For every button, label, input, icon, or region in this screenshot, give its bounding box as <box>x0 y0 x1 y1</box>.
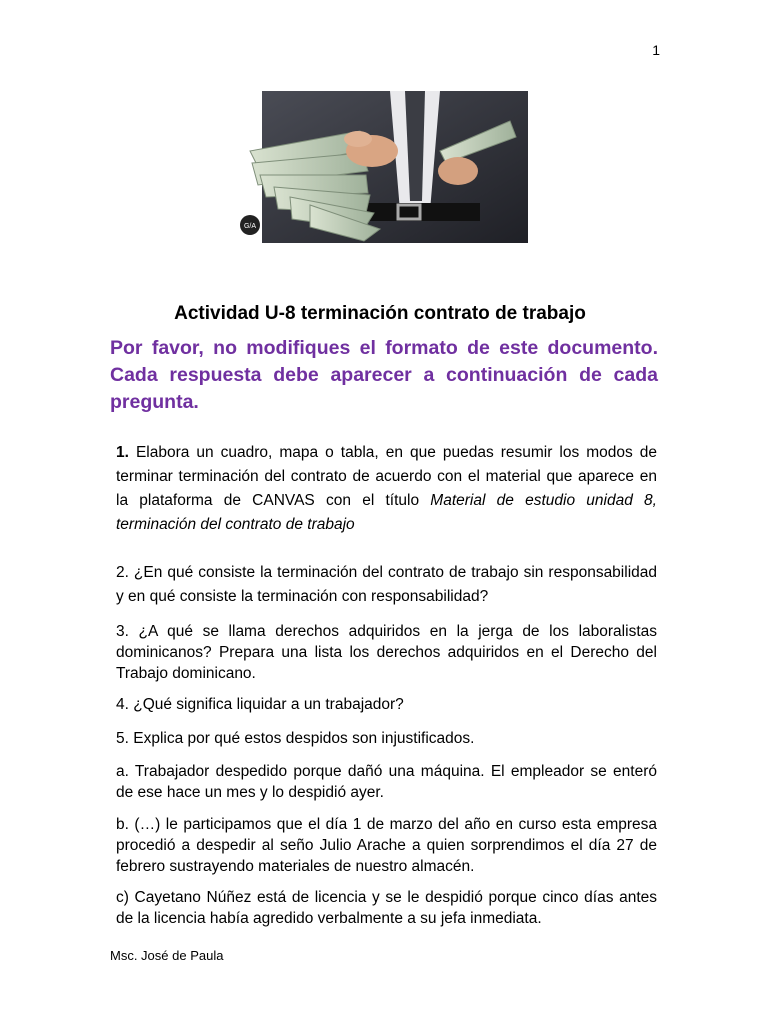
question-1-text: Elabora un cuadro, mapa o tabla, en que puedas resumir los modos de terminar terminación del contrato de acuerdo con el material que aparece en la plataforma de CANVAS con el título <box>116 444 657 509</box>
question-3: 3. ¿A qué se llama derechos adquiridos en la jerga de los laboralistas dominicanos? Prepara una lista los derechos adquiridos en el Derecho del Trabajo dominicano. <box>116 623 657 682</box>
document-title: Actividad U-8 terminación contrato de trabajo <box>174 303 586 324</box>
footer-author: Msc. José de Paula <box>110 948 224 963</box>
question-5c: c) Cayetano Núñez está de licencia y se le despidió porque cinco días antes de la licencia había agredido verbalmente a su jefa inmediata. <box>116 889 657 927</box>
question-5: 5. Explica por qué estos despidos son injustificados. <box>116 730 475 747</box>
format-notice: Por favor, no modifiques el formato de este documento. Cada respuesta debe aparecer a continuación de cada pregunta. <box>110 337 658 413</box>
money-hands-photo-icon <box>240 91 528 243</box>
question-1-number: 1. <box>116 444 129 461</box>
photo-badge: G/A <box>243 223 257 230</box>
question-5a: a. Trabajador despedido porque dañó una máquina. El empleador se enteró de ese hace un mes y lo despidió ayer. <box>116 763 657 801</box>
question-1 <box>116 441 657 537</box>
question-1-italic: Material de estudio unidad 8, terminación del contrato de trabajo <box>116 492 657 533</box>
page-number: 1 <box>652 42 660 58</box>
question-2: 2. ¿En qué consiste la terminación del contrato de trabajo sin responsabilidad y en qué consiste la terminación con responsabilidad? <box>116 564 657 605</box>
question-5b: b. (…) le participamos que el día 1 de marzo del año en curso esta empresa procedió a despedir al seño Julio Arache a quien sorprendimos el día 27 de febrero sustrayendo materiales de nuestro almacén. <box>116 816 657 875</box>
header-photo <box>240 91 528 243</box>
question-4: 4. ¿Qué significa liquidar a un trabajador? <box>116 696 404 713</box>
